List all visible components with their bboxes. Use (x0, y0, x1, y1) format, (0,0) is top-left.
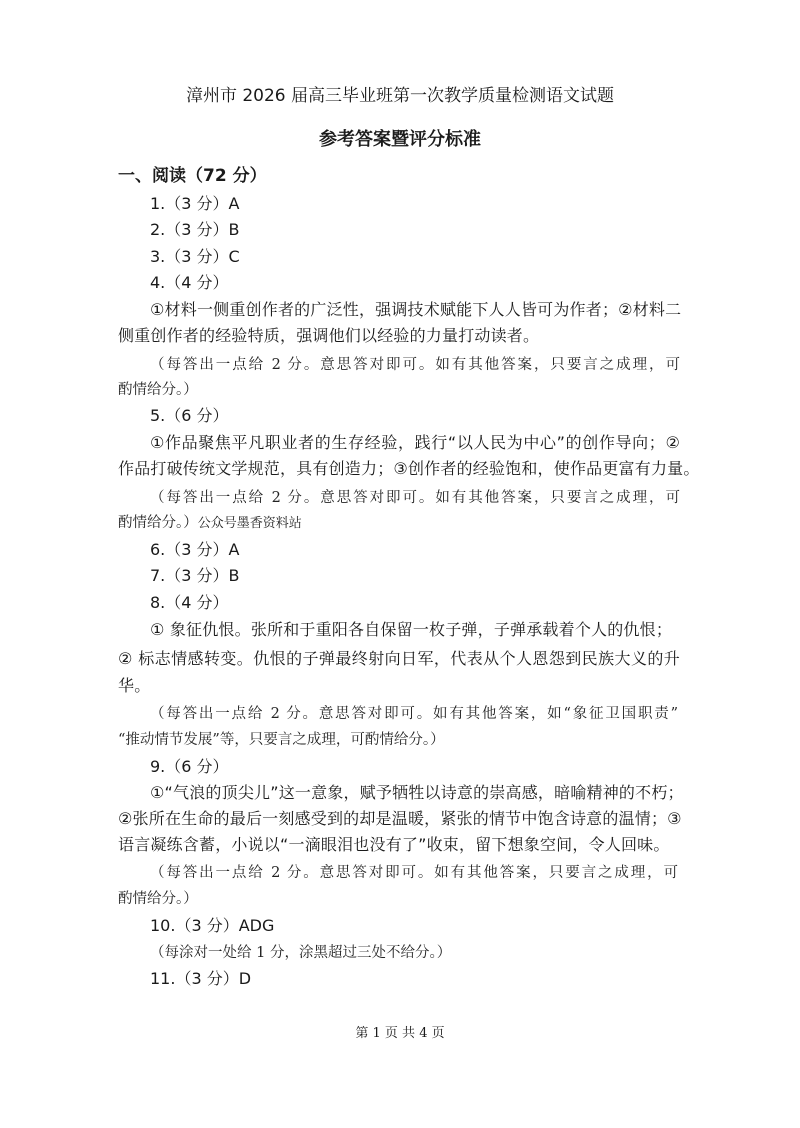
document-subtitle: 参考答案暨评分标准 (319, 129, 481, 150)
answer-q5-line2: 作品打破传统文学规范，具有创造力；③创作者的经验饱和，使作品更富有力量。 (118, 459, 700, 478)
answer-q6: 6.（3 分）A (150, 540, 240, 559)
answer-q1: 1.（3 分）A (150, 194, 240, 213)
scoring-note-q8-line1: （每答出一点给 2 分。意思答对即可。如有其他答案，如“象征卫国职责” (150, 706, 678, 722)
answer-q9-line3: 语言凝练含蓄，小说以“一滴眼泪也没有了”收束，留下想象空间，令人回味。 (118, 835, 670, 854)
scoring-note-q9-line1: （每答出一点给 2 分。意思答对即可。如有其他答案，只要言之成理，可 (150, 865, 678, 881)
answer-q9-line2: ②张所在生命的最后一刻感受到的却是温暖，紧张的情节中饱含诗意的温情；③ (118, 809, 682, 828)
answer-q8-line3: 华。 (118, 676, 151, 695)
answer-q3: 3.（3 分）C (150, 247, 240, 266)
scoring-note-q5-line2 (118, 513, 302, 534)
answer-q8-line1: ① 象征仇恨。张所和于重阳各自保留一枚子弹，子弹承载着个人的仇恨； (150, 620, 673, 639)
answer-q8-line2: ② 标志情感转变。仇恨的子弹最终射向日军，代表从个人恩怨到民族大义的升 (118, 649, 680, 668)
scoring-note-q10: （每涂对一处给 1 分，涂黑超过三处不给分。） (150, 945, 452, 961)
answer-q7: 7.（3 分）B (150, 566, 240, 585)
answer-q8-heading: 8.（4 分） (150, 593, 229, 612)
page-footer: 第 1 页 共 4 页 (355, 1026, 445, 1041)
answer-q4-line1: ①材料一侧重创作者的广泛性，强调技术赋能下人人皆可为作者；②材料二 (150, 300, 682, 319)
answer-q4-heading: 4.（4 分） (150, 273, 229, 292)
answer-q4-line2: 侧重创作者的经验特质，强调他们以经验的力量打动读者。 (118, 326, 540, 345)
answer-q9-line1: ①“气浪的顶尖儿”这一意象，赋予牺牲以诗意的崇高感，暗喻精神的不朽； (150, 783, 684, 802)
answer-q10: 10.（3 分）ADG (150, 916, 275, 935)
scoring-note-q5-text: 酌情给分。） (118, 515, 198, 531)
document-title: 漳州市 2026 届高三毕业班第一次教学质量检测语文试题 (185, 86, 615, 106)
answer-q11: 11.（3 分）D (150, 969, 252, 988)
scoring-note-q5-line1: （每答出一点给 2 分。意思答对即可。如有其他答案，只要言之成理，可 (150, 490, 680, 506)
answer-q5-line1: ①作品聚焦平凡职业者的生存经验，践行“以人民为中心”的创作导向；② (150, 433, 680, 452)
scoring-note-q4-line1: （每答出一点给 2 分。意思答对即可。如有其他答案，只要言之成理，可 (150, 357, 680, 373)
answer-q9-heading: 9.（6 分） (150, 757, 229, 776)
section-heading-reading: 一、阅读（72 分） (118, 166, 267, 186)
scoring-note-q9-line2: 酌情给分。） (118, 891, 198, 907)
scoring-note-q4-line2: 酌情给分。） (118, 382, 198, 398)
answer-q2: 2.（3 分）B (150, 220, 240, 239)
answer-q5-heading: 5.（6 分） (150, 406, 229, 425)
scoring-note-q8-line2: “推动情节发展”等，只要言之成理，可酌情给分。） (118, 732, 445, 748)
watermark-text: 公众号墨香资料站 (197, 516, 302, 531)
